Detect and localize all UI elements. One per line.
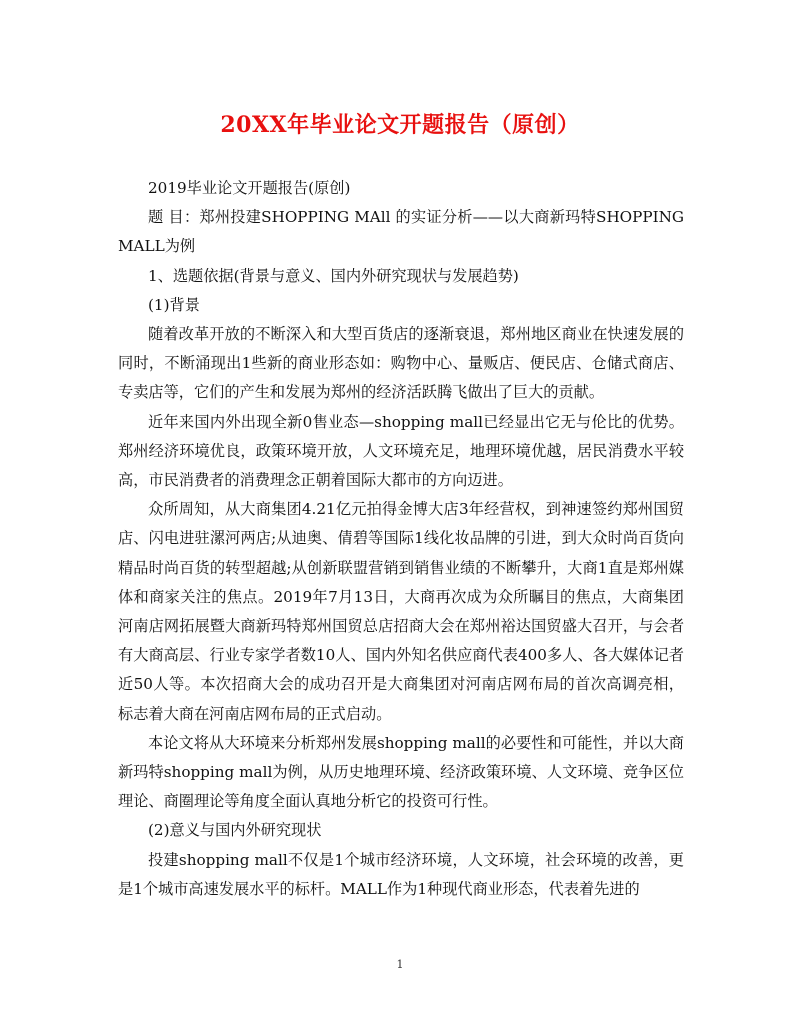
document-title: 20XX年毕业论文开题报告（原创）: [220, 112, 580, 138]
paragraph-subheading-significance: (2)意义与国内外研究现状: [148, 821, 322, 840]
paragraph-topic: 题 目：郑州投建SHOPPING MAll 的实证分析——以大商新玛特SHOPPING MALL为例: [118, 208, 684, 256]
paragraph-section-heading: 1、选题依据(背景与意义、国内外研究现状与发展趋势): [148, 266, 519, 285]
paragraph-subheading-background: (1)背景: [148, 295, 200, 314]
paragraph-body: 近年来国内外出现全新0售业态—shopping mall已经显出它无与伦比的优势。郑州经济环境优良，政策环境开放，人文环境充足，地理环境优越，居民消费水平较高，市民消费者的消费理念正朝着国际大都市的方向迈进。: [118, 412, 684, 490]
document-body: [118, 174, 684, 904]
page-number: 1: [396, 958, 404, 971]
paragraph-body: 本论文将从大环境来分析郑州发展shopping mall的必要性和可能性，并以大商新玛特shopping mall为例，从历史地理环境、经济政策环境、人文环境、竞争区位理论、商圈理论等角度全面认真地分析它的投资可行性。: [118, 733, 684, 811]
paragraph-body: 众所周知，从大商集团4.21亿元拍得金博大店3年经营权，到神速签约郑州国贸店、闪电进驻漯河两店;从迪奥、倩碧等国际1线化妆品牌的引进，到大众时尚百货向精品时尚百货的转型超越;从创新联盟营销到销售业绩的不断攀升，大商1直是郑州媒体和商家关注的焦点。2019年7月13日，大商再次成为众所瞩目的焦点，大商集团河南店网拓展暨大商新玛特郑州国贸总店招商大会在郑州裕达国贸盛大召开，与会者有大商高层、行业专家学者数10人、国内外知名供应商代表400多人、各大媒体记者近50人等。本次招商大会的成功召开是大商集团对河南店网布局的首次高调亮相，标志着大商在河南店网布局的正式启动。: [118, 500, 684, 723]
paragraph-body: 随着改革开放的不断深入和大型百货店的逐渐衰退，郑州地区商业在快速发展的同时，不断涌现出1些新的商业形态如：购物中心、量贩店、便民店、仓储式商店、专卖店等，它们的产生和发展为郑州的经济活跃腾飞做出了巨大的贡献。: [118, 325, 684, 402]
paragraph-body: 投建shopping mall不仅是1个城市经济环境，人文环境，社会环境的改善，更是1个城市高速发展水平的标杆。MALL作为1种现代商业形态，代表着先进的: [118, 850, 684, 898]
paragraph-subtitle: 2019毕业论文开题报告(原创): [148, 179, 351, 197]
